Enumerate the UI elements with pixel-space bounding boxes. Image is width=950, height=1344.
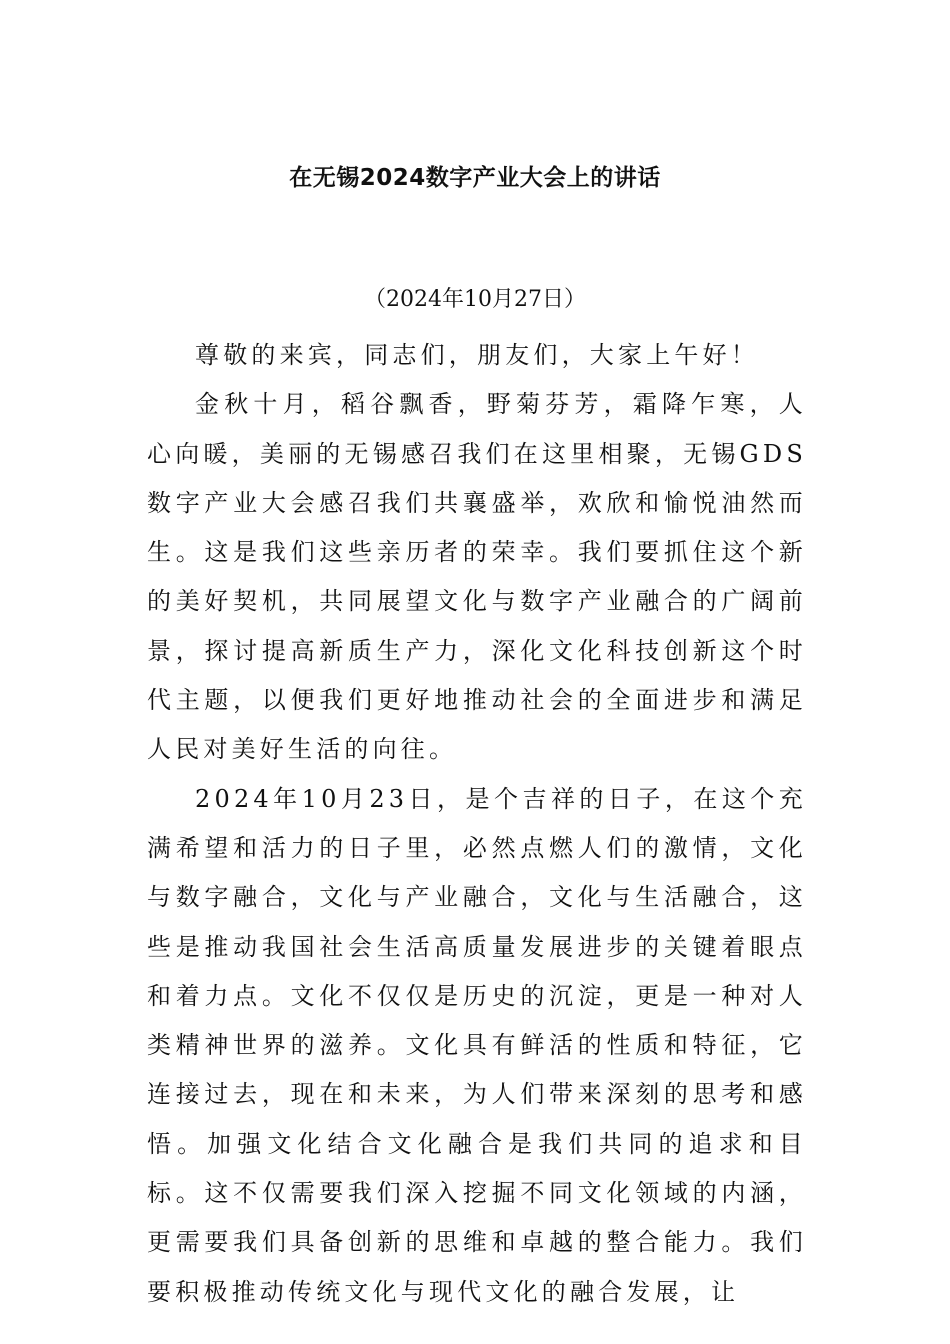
speech-date: （2024年10月27日）: [364, 287, 586, 312]
document-title: 在无锡2024数字产业大会上的讲话: [289, 165, 661, 191]
paragraph-greeting: 尊敬的来宾，同志们，朋友们，大家上午好！: [195, 341, 759, 369]
paragraph-opening: 金秋十月，稻谷飘香，野菊芬芳，霜降乍寒，人心向暖，美丽的无锡感召我们在这里相聚，无锡GDS数字产业大会感召我们共襄盛举，欢欣和愉悦油然而生。这是我们这些亲历者的荣幸。我们要抓住这个新的美好契机，共同展望文化与数字产业融合的广阔前景，探讨提高新质生产力，深化文化科技创新这个时代主题，以便我们更好地推动社会的全面进步和满足人民对美好生活的向往。: [147, 390, 807, 764]
paragraph-culture: 2024年10月23日，是个吉祥的日子，在这个充满希望和活力的日子里，必然点燃人们的激情，文化与数字融合，文化与产业融合，文化与生活融合，这些是推动我国社会生活高质量发展进步的关键着眼点和着力点。文化不仅仅是历史的沉淀，更是一种对人类精神世界的滋养。文化具有鲜活的性质和特征，它连接过去，现在和未来，为人们带来深刻的思考和感悟。加强文化结合文化融合是我们共同的追求和目标。这不仅需要我们深入挖掘不同文化领域的内涵，更需要我们具备创新的思维和卓越的整合能力。我们要积极推动传统文化与现代文化的融合发展，让: [147, 784, 807, 1306]
speech-body: [147, 331, 807, 1317]
